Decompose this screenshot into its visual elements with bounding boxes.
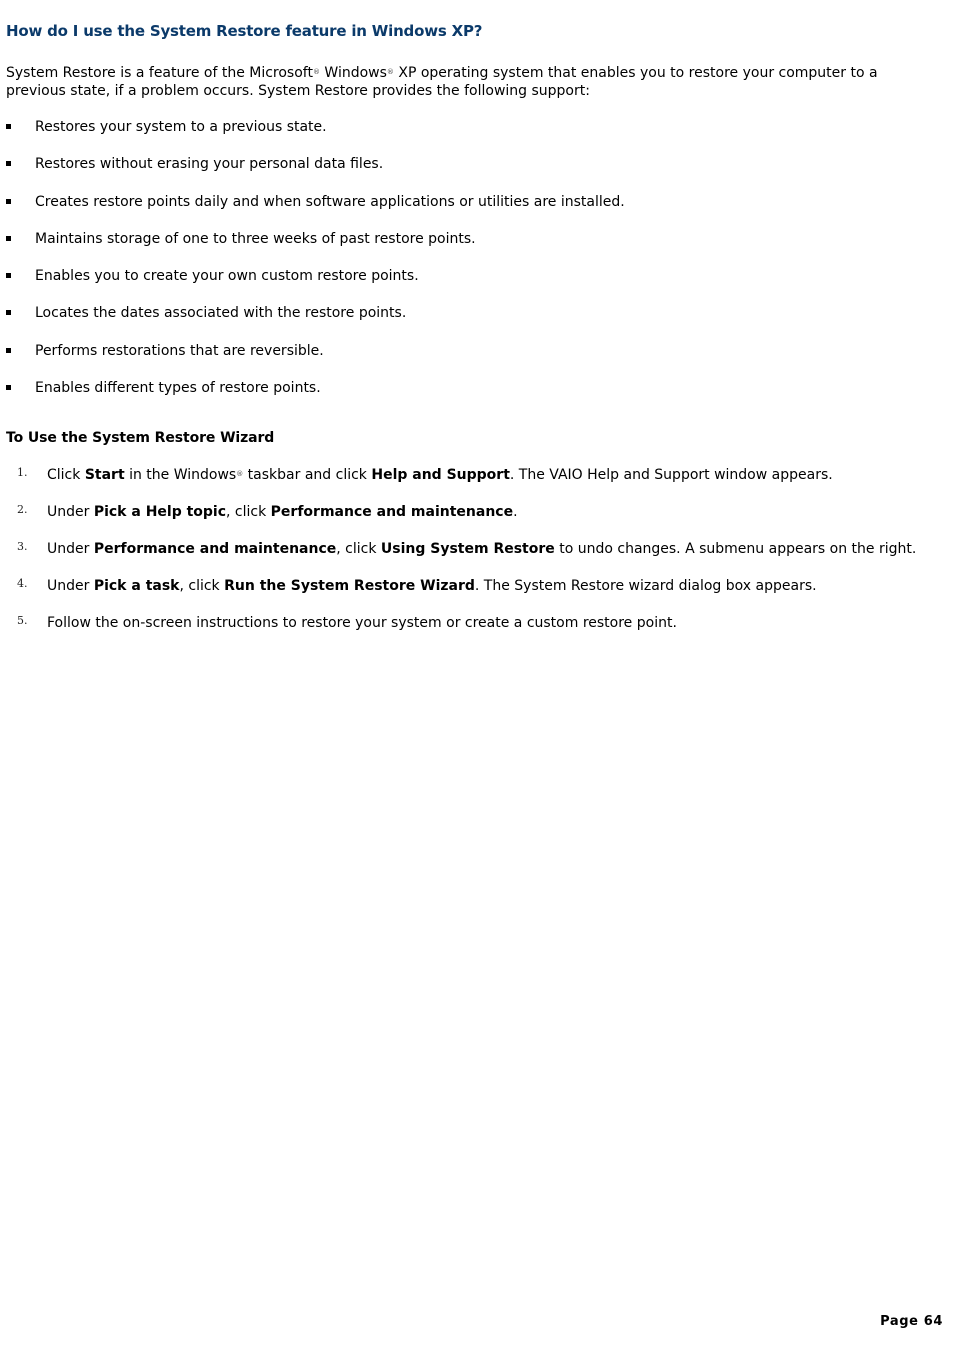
step-text: . The VAIO Help and Support window appears. — [509, 467, 833, 483]
step-number: 4. — [17, 577, 28, 590]
step-text: , click — [226, 504, 271, 520]
step-text: to undo changes. A submenu appears on the right. — [554, 541, 917, 557]
feature-list — [6, 118, 936, 416]
step-item — [6, 503, 936, 521]
feature-item — [6, 304, 936, 341]
step-ui-term: Help and Support — [371, 467, 510, 483]
feature-text: Performs restorations that are reversible. — [35, 342, 324, 359]
step-text: taskbar and click — [243, 467, 372, 483]
step-text: , click — [336, 541, 381, 557]
step-text: , click — [179, 578, 225, 594]
step-text: in the Windows — [124, 467, 237, 483]
step-text: . — [513, 504, 518, 520]
step-item — [6, 540, 936, 558]
intro-text-1: System Restore is a feature of the Microsoft — [6, 65, 313, 81]
feature-item — [6, 342, 936, 379]
step-ui-term: Pick a task — [93, 578, 180, 594]
step-ui-term: Run the System Restore Wizard — [224, 578, 475, 594]
step-item — [6, 577, 936, 595]
feature-item — [6, 155, 936, 192]
step-item — [6, 466, 936, 484]
square-bullet-icon — [6, 161, 11, 166]
feature-item — [6, 379, 936, 416]
feature-text: Creates restore points daily and when software applications or utilities are installed. — [35, 193, 625, 210]
page-title: How do I use the System Restore feature in Windows XP? — [6, 22, 483, 40]
step-number: 1. — [17, 466, 28, 479]
square-bullet-icon — [6, 348, 11, 353]
step-ui-term: Performance and maintenance — [270, 504, 514, 520]
intro-paragraph — [6, 64, 936, 100]
step-ui-term: Performance and maintenance — [93, 541, 337, 557]
feature-text: Restores without erasing your personal data files. — [35, 156, 384, 173]
square-bullet-icon — [6, 124, 11, 129]
step-ui-term: Using System Restore — [380, 541, 555, 557]
intro-text-2: Windows — [319, 65, 387, 81]
square-bullet-icon — [6, 385, 11, 390]
registered-mark: ® — [312, 68, 320, 76]
step-text: Under — [47, 578, 94, 594]
step-number: 2. — [17, 503, 28, 516]
registered-mark: ® — [236, 470, 244, 478]
feature-item — [6, 118, 936, 155]
step-text: Click — [47, 467, 85, 483]
step-text: . The System Restore wizard dialog box appears. — [474, 578, 817, 594]
step-text: Under — [47, 541, 94, 557]
step-number: 5. — [17, 614, 28, 627]
registered-mark: ® — [386, 68, 394, 76]
section-heading: To Use the System Restore Wizard — [6, 430, 275, 446]
square-bullet-icon — [6, 236, 11, 241]
step-ui-term: Pick a Help topic — [93, 504, 227, 520]
feature-text: Enables different types of restore points. — [35, 380, 321, 397]
step-number: 3. — [17, 540, 28, 553]
step-item — [6, 614, 936, 632]
feature-text: Locates the dates associated with the restore points. — [35, 305, 407, 322]
feature-text: Restores your system to a previous state. — [35, 119, 327, 135]
feature-text: Maintains storage of one to three weeks of past restore points. — [35, 230, 476, 247]
feature-item — [6, 267, 936, 304]
steps-list — [6, 466, 936, 651]
intro-text-3: XP operating system that enables you to restore your computer to a previous state, if a problem occurs. System Restore provides the following support: — [6, 65, 878, 99]
square-bullet-icon — [6, 310, 11, 315]
square-bullet-icon — [6, 273, 11, 278]
step-ui-term: Start — [84, 467, 125, 483]
feature-item — [6, 230, 936, 267]
step-text: Under — [47, 504, 94, 520]
feature-item — [6, 193, 936, 230]
page-number: Page 64 — [880, 1314, 943, 1329]
feature-text: Enables you to create your own custom restore points. — [35, 268, 419, 285]
square-bullet-icon — [6, 199, 11, 204]
step-text: Follow the on-screen instructions to restore your system or create a custom restore point. — [47, 615, 677, 631]
